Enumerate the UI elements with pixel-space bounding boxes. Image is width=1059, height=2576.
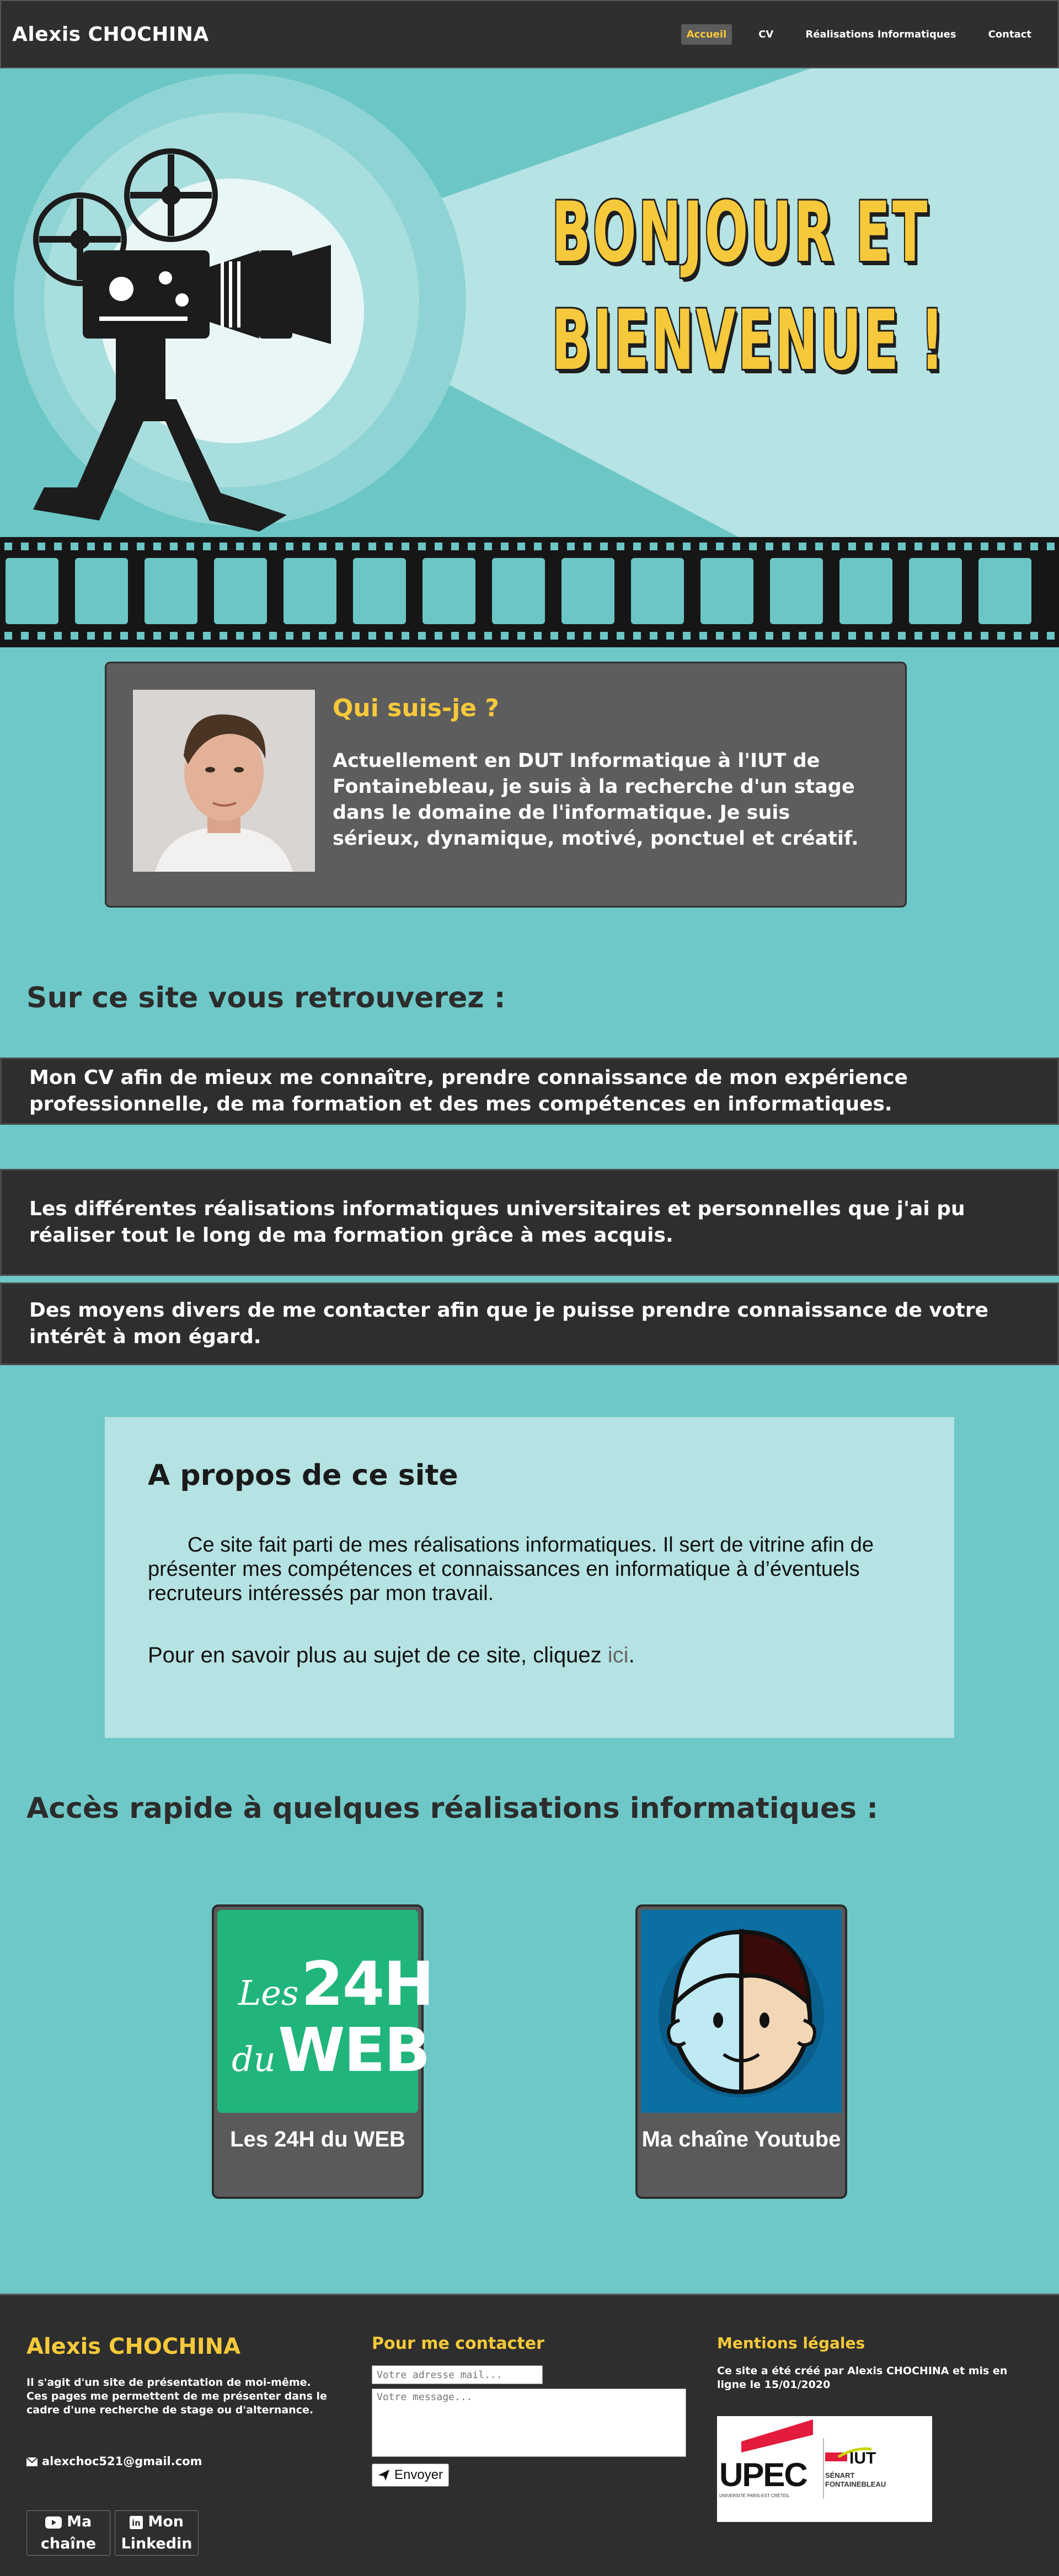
about-site-more [148,1643,635,1668]
footer-legal-title: Mentions légales [717,2334,865,2352]
hero-banner [0,68,1059,642]
quick-access-label: Les 24H du WEB [230,2127,405,2151]
logo-web-big: WEB [278,2015,430,2085]
site-contents-heading: Sur ce site vous retrouverez : [26,981,506,1015]
footer-legal-column [717,2334,1026,2392]
profile-photo [133,690,315,872]
quick-access-heading: Accès rapide à quelques réalisations informatiques : [26,1792,879,1825]
iut-logo-subtext-fontainebleau: FONTAINEBLEAU [825,2480,886,2488]
footer-description: Il s'agit d'un site de présentation de moi-même. Ces pages me permettent de me présenter dans le cadre d'une recherche de stage ou d'alternance. [26,2376,327,2416]
footer-contact-title: Pour me contacter [372,2334,544,2353]
youtube-channel-label: Ma chaîne [40,2513,97,2552]
site-brand[interactable]: Alexis CHOCHINA [12,23,209,46]
nav-item-cv[interactable]: CV [758,28,774,40]
footer-email[interactable] [26,2455,335,2468]
logo-24h-big: 24H [301,1949,434,2019]
youtube-channel-button[interactable] [26,2510,110,2556]
logo-web-small: du [232,2039,276,2079]
footer-email-input[interactable] [372,2365,543,2384]
quick-access-label: Ma chaîne Youtube [641,2127,841,2151]
footer-legal-text: Ce site a été créé par Alexis CHOCHINA et mis en ligne le 15/01/2020 [717,2365,1008,2391]
logo-24h-du-web [217,1910,434,2113]
footer-about-column [26,2334,335,2468]
linkedin-button[interactable] [115,2510,199,2556]
footer-email-text: alexchoc521@gmail.com [42,2455,202,2468]
university-logos [717,2416,932,2522]
about-site-title: A propos de ce site [148,1459,458,1492]
iut-logo-text: IUT [849,2449,876,2467]
paper-plane-icon [378,2469,390,2481]
about-text: Actuellement en DUT Informatique à l'IUT de Fontainebleau, je suis à la recherche d'un stage dans le domaine de l'informatique. Je suis sérieux, dynamique, motivé, ponctuel et créatif. [333,750,859,850]
send-button[interactable] [372,2464,449,2487]
about-me-card [105,662,907,908]
hero-title-line2: BIENVENUE ! [552,293,946,389]
site-contents-text: Mon CV afin de mieux me connaître, prendre connaissance de mon expérience professionnelle, de ma formation et des mes compétences en informatiques. [29,1066,908,1115]
nav-item-accueil[interactable]: Accueil [681,24,732,45]
logo-24h-small: Les [238,1973,299,2013]
site-contents-item-contact [0,1282,1059,1365]
youtube-avatar-icon [641,1910,842,2113]
film-strip [0,537,1059,647]
hero-title [552,179,946,395]
about-title: Qui suis-je ? [333,694,499,722]
site-contents-item-realisations [0,1169,1059,1276]
nav-item-contact[interactable]: Contact [988,28,1031,40]
envelope-icon [26,2457,38,2466]
linkedin-label: Mon Linkedin [121,2513,192,2552]
top-navbar [0,0,1059,68]
upec-logo-text: UPEC [719,2456,807,2493]
youtube-icon [45,2516,62,2529]
linkedin-icon [130,2516,143,2529]
nav-item-realisations[interactable]: Réalisations Informatiques [805,28,956,40]
send-button-label: Envoyer [394,2467,443,2482]
about-site-more-prefix: Pour en savoir plus au sujet de ce site, cliquez [148,1643,608,1667]
hero-title-line1: BONJOUR ET [552,185,930,281]
footer-name: Alexis CHOCHINA [26,2334,241,2359]
footer-message-input[interactable] [372,2389,686,2457]
about-site-paragraph: Ce site fait parti de mes réalisations informatiques. Il sert de vitrine afin de présenter mes compétences et connaissances en informatique à d’éventuels recruteurs intéressés par mon travail. [148,1533,874,1605]
about-site-panel [105,1417,954,1738]
site-contents-item-cv [0,1058,1059,1125]
svg-text:in: in [131,2518,141,2528]
site-contents-text: Des moyens divers de me contacter afin que je puisse prendre connaissance de votre intérêt à mon égard. [29,1299,989,1348]
footer-contact-column [372,2334,686,2487]
iut-logo-subtext-senart: SÉNART [825,2471,855,2480]
upec-logo-subtext: UNIVERSITÉ PARIS-EST CRÉTEIL [719,2493,790,2498]
site-contents-text: Les différentes réalisations informatiques universitaires et personnelles que j'ai pu réaliser tout le long de ma formation grâce à mes acquis. [29,1198,965,1247]
nav-menu [681,24,1047,45]
quick-access-card-24h-web[interactable] [212,1904,434,2199]
quick-access-card-youtube[interactable] [635,1904,847,2199]
upec-logo [719,2419,819,2497]
about-site-link[interactable]: ici [607,1643,629,1667]
about-site-more-suffix: . [628,1643,635,1667]
